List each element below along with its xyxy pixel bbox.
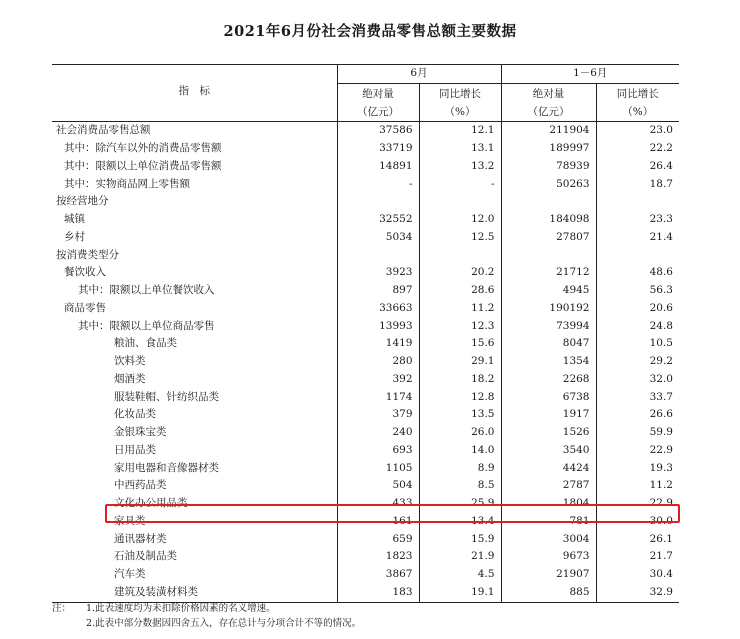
note-2: 2.此表中部分数据因四舍五入，存在总计与分项合计不等的情况。: [86, 618, 362, 629]
h1-growth-cell: 59.9: [596, 424, 679, 442]
table-row: [52, 335, 679, 353]
june-amount-cell: 659: [392, 532, 413, 545]
table-notes: [52, 601, 361, 631]
h1-growth-cell: 33.7: [596, 389, 679, 407]
h1-growth-cell: 26.1: [596, 531, 679, 549]
h1-amount-cell: 6738: [501, 389, 596, 407]
h1-growth-cell: 56.3: [596, 282, 679, 300]
june-growth-cell: 12.8: [419, 389, 501, 407]
h1-amount-cell: 4945: [501, 282, 596, 300]
row-label: 通讯器材类: [52, 531, 337, 549]
table-row: [52, 122, 679, 140]
june-amount-header: 绝对量 （亿元）: [357, 87, 399, 118]
h1-growth-cell: 22.9: [596, 442, 679, 460]
table-row: [52, 371, 679, 389]
june-growth-cell: 8.9: [419, 460, 501, 478]
row-label: 餐饮收入: [52, 264, 337, 282]
table-row: [52, 211, 679, 229]
h1-growth-cell: 10.5: [596, 335, 679, 353]
table-row: [52, 477, 679, 495]
row-label: 其中：实物商品网上零售额: [52, 176, 337, 194]
h1-amount-cell: 1354: [501, 353, 596, 371]
h1-growth-cell: 11.2: [596, 477, 679, 495]
row-label: 日用品类: [52, 442, 337, 460]
june-growth-cell: 11.2: [419, 300, 501, 318]
june-growth-cell: 15.9: [419, 531, 501, 549]
h1-amount-cell: 2268: [501, 371, 596, 389]
table-row: [52, 158, 679, 176]
h1-amount-cell: 3004: [501, 531, 596, 549]
h1-amount-cell: 781: [501, 513, 596, 531]
june-growth-cell: 13.4: [419, 513, 501, 531]
row-label: 其中：限额以上单位消费品零售额: [52, 158, 337, 176]
june-growth-cell: 12.1: [419, 122, 501, 140]
table-row: [52, 584, 679, 602]
h1-growth-header: 同比增长 （%）: [596, 83, 679, 122]
h1-growth-cell: [596, 193, 679, 211]
june-amount-cell: 13993: [379, 319, 413, 332]
period-h1-header: 1－6月: [501, 65, 679, 84]
h1-amount-header: 绝对量 （亿元）: [501, 83, 596, 122]
june-growth-cell: 13.1: [419, 140, 501, 158]
h1-amount-cell: 9673: [501, 548, 596, 566]
h1-amount-cell: [501, 247, 596, 265]
table-row: [52, 247, 679, 265]
june-amount-cell: 1105: [385, 461, 413, 474]
h1-growth-cell: 48.6: [596, 264, 679, 282]
row-label: 服装鞋帽、针纺织品类: [52, 389, 337, 407]
june-amount-cell: 433: [392, 497, 413, 509]
june-growth-cell: 28.6: [419, 282, 501, 300]
period-june-header: 6月: [337, 65, 501, 84]
table-row: [52, 389, 679, 407]
june-growth-cell: 25.9: [419, 495, 501, 513]
table-row: [52, 176, 679, 194]
row-label: 城镇: [52, 211, 337, 229]
june-growth-cell: 12.5: [419, 229, 501, 247]
june-amount-cell: 379: [392, 408, 413, 421]
h1-amount-cell: 78939: [501, 158, 596, 176]
h1-growth-cell: 22.2: [596, 140, 679, 158]
h1-amount-cell: 21712: [501, 264, 596, 282]
row-label: 建筑及装潢材料类: [52, 584, 337, 602]
june-growth-cell: 21.9: [419, 548, 501, 566]
june-amount-cell: 161: [392, 514, 413, 527]
june-growth-cell: [419, 247, 501, 265]
h1-amount-cell: 885: [501, 584, 596, 602]
h1-growth-cell: 18.7: [596, 176, 679, 194]
row-label: 其中：限额以上单位餐饮收入: [52, 282, 337, 300]
table-row: [52, 193, 679, 211]
table-row: [52, 140, 679, 158]
june-amount-cell: 1823: [385, 550, 413, 563]
row-label: 文化办公用品类: [52, 495, 337, 513]
h1-growth-cell: 21.4: [596, 229, 679, 247]
h1-amount-cell: 21907: [501, 566, 596, 584]
row-label: 乡村: [52, 229, 337, 247]
row-label: 中西药品类: [52, 477, 337, 495]
table-row: [52, 566, 679, 584]
table-row: [52, 264, 679, 282]
h1-growth-cell: 24.8: [596, 318, 679, 336]
june-growth-cell: 4.5: [419, 566, 501, 584]
row-label: 家用电器和音像器材类: [52, 460, 337, 478]
h1-amount-cell: 50263: [501, 176, 596, 194]
h1-growth-cell: 32.9: [596, 584, 679, 602]
h1-growth-cell: 20.6: [596, 300, 679, 318]
june-amount-cell: 1174: [385, 390, 413, 403]
h1-growth-cell: 22.9: [596, 495, 679, 513]
table-row: [52, 229, 679, 247]
row-label: 汽车类: [52, 566, 337, 584]
h1-amount-cell: 189997: [501, 140, 596, 158]
h1-growth-cell: 21.7: [596, 548, 679, 566]
table-row: [52, 282, 679, 300]
june-amount-cell: 33719: [379, 142, 413, 154]
table-body: [52, 122, 679, 602]
table-row: [52, 548, 679, 566]
table-header: [52, 65, 679, 122]
h1-amount-cell: 190192: [501, 300, 596, 318]
june-growth-cell: 12.3: [419, 318, 501, 336]
h1-amount-cell: 8047: [501, 335, 596, 353]
row-label: 社会消费品零售总额: [52, 122, 337, 140]
h1-growth-cell: 30.4: [596, 566, 679, 584]
row-label: 金银珠宝类: [52, 424, 337, 442]
h1-growth-cell: 23.3: [596, 211, 679, 229]
notes-label: 注：: [52, 603, 72, 614]
june-growth-cell: 12.0: [419, 211, 501, 229]
h1-growth-cell: 26.6: [596, 406, 679, 424]
h1-growth-cell: 23.0: [596, 122, 679, 140]
june-growth-cell: 13.5: [419, 406, 501, 424]
table-row: [52, 442, 679, 460]
june-amount-cell: [337, 247, 419, 265]
june-amount-cell: 693: [392, 443, 413, 456]
row-label: 饮料类: [52, 353, 337, 371]
h1-amount-cell: 27807: [501, 229, 596, 247]
table-row: [52, 353, 679, 371]
h1-amount-cell: 1917: [501, 406, 596, 424]
h1-growth-cell: 30.0: [596, 513, 679, 531]
h1-amount-cell: 73994: [501, 318, 596, 336]
row-label: 其中：除汽车以外的消费品零售额: [52, 140, 337, 158]
row-label: 家具类: [52, 513, 337, 531]
table-row: [52, 318, 679, 336]
june-amount-cell: 504: [392, 479, 413, 492]
row-label: 按经营地分: [52, 193, 337, 211]
june-amount-cell: 1419: [385, 337, 413, 350]
row-label: 石油及制品类: [52, 548, 337, 566]
table-row: [52, 300, 679, 318]
june-growth-cell: 15.6: [419, 335, 501, 353]
h1-amount-cell: 4424: [501, 460, 596, 478]
row-label: 按消费类型分: [52, 247, 337, 265]
june-growth-cell: 18.2: [419, 371, 501, 389]
june-growth-cell: 14.0: [419, 442, 501, 460]
june-amount-cell: [337, 193, 419, 211]
indicator-header: 指 标: [52, 65, 337, 122]
table-row: [52, 424, 679, 442]
june-amount-cell: 5034: [385, 230, 413, 243]
h1-amount-cell: 211904: [501, 122, 596, 140]
highlight-box: [105, 504, 680, 523]
june-amount-cell: 240: [392, 426, 413, 438]
june-amount-cell: -: [408, 177, 413, 190]
june-amount-cell: 3867: [385, 568, 413, 580]
table-row: [52, 406, 679, 424]
june-growth-cell: 8.5: [419, 477, 501, 495]
june-amount-cell: 14891: [379, 159, 413, 172]
row-label: 化妆品类: [52, 406, 337, 424]
june-amount-cell: 392: [392, 372, 413, 385]
row-label: 烟酒类: [52, 371, 337, 389]
june-growth-cell: -: [419, 176, 501, 194]
h1-growth-cell: 26.4: [596, 158, 679, 176]
h1-amount-cell: 184098: [501, 211, 596, 229]
row-label: 商品零售: [52, 300, 337, 318]
h1-amount-cell: 3540: [501, 442, 596, 460]
row-label: 其中：限额以上单位商品零售: [52, 318, 337, 336]
h1-growth-cell: 32.0: [596, 371, 679, 389]
june-growth-header: 同比增长 （%）: [419, 83, 501, 122]
june-amount-cell: 37586: [337, 122, 419, 140]
table-row: [52, 531, 679, 549]
june-growth-cell: 13.2: [419, 158, 501, 176]
h1-growth-cell: 29.2: [596, 353, 679, 371]
h1-amount-cell: 2787: [501, 477, 596, 495]
june-growth-cell: 26.0: [419, 424, 501, 442]
june-amount-cell: 897: [392, 284, 413, 296]
table-row: [52, 460, 679, 478]
table-title: 2021年6月份社会消费品零售总额主要数据: [223, 23, 517, 40]
h1-amount-cell: 1804: [501, 495, 596, 513]
row-label: 粮油、食品类: [52, 335, 337, 353]
note-1: 1.此表速度均为未扣除价格因素的名义增速。: [86, 603, 276, 614]
june-growth-cell: 19.1: [419, 584, 501, 602]
june-growth-cell: 20.2: [419, 264, 501, 282]
h1-growth-cell: 19.3: [596, 460, 679, 478]
june-growth-cell: 29.1: [419, 353, 501, 371]
june-amount-cell: 280: [392, 355, 413, 367]
june-amount-cell: 183: [337, 584, 419, 602]
june-amount-cell: 32552: [379, 213, 413, 225]
h1-amount-cell: [501, 193, 596, 211]
june-amount-cell: 33663: [379, 301, 413, 314]
june-amount-cell: 3923: [385, 266, 413, 279]
h1-amount-cell: 1526: [501, 424, 596, 442]
h1-growth-cell: [596, 247, 679, 265]
june-growth-cell: [419, 193, 501, 211]
